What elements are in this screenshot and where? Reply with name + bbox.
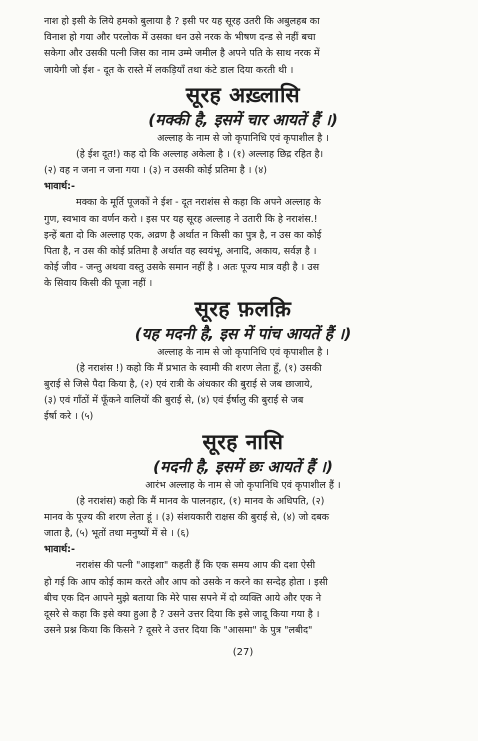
section-subtitle: (मक्की है, इसमें चार आयतें हैं ।) (148, 110, 338, 129)
section-surah-ikhlas (44, 81, 442, 293)
explanation-line: मक्का के मूर्ति पूजकों ने ईश - दूत नराशंस से कहा कि अपने अल्लाह के (76, 197, 321, 209)
explanation-line: उसने प्रश्न किया कि किसने ? दूसरे ने उत्तर दिया कि "आसमा" के पुत्र "लबीद" (44, 625, 313, 637)
explanation-label: भावार्थ:- (44, 181, 75, 193)
explanation-line: हो गई कि आप कोई काम करते और आप को उसके न करने का सन्देह होता । इसी (44, 576, 328, 588)
verse-line: ईर्षा करे । (५) (44, 411, 94, 423)
explanation-line: दूसरे से कहा कि इसे क्या हुआ है ? उसने उत्तर दिया कि इसे जादू किया गया है । (44, 609, 320, 621)
invocation: अल्लाह के नाम से जो कृपानिधि एवं कृपाशील है । (157, 346, 329, 358)
verse-line: जाता है, (५) भूतों तथा मनुष्यों में से । (६) (44, 528, 190, 540)
section-title: सूरह फ़लक़ि (194, 295, 292, 321)
section-subtitle: (मदनी है, इसमें छः आयतें हैं ।) (153, 457, 333, 476)
explanation-line: बीच एक दिन आपने मुझे बताया कि मेरे पास सपने में दो व्यक्ति आये और एक ने (44, 592, 322, 604)
section-title: सूरह अख़्लासि (185, 81, 301, 107)
invocation: अल्लाह के नाम से जो कृपानिधि एवं कृपाशील है । (157, 132, 329, 144)
page-content (44, 14, 442, 661)
explanation-line: पिता है, न उस की कोई प्रतिमा है अर्थात वह स्वयंभू, अनादि, अकाय, सर्वज्ञ है । (44, 246, 317, 258)
intro-line: जायेगी जो ईश - दूत के रास्ते में लकड़ियाँ तथा कंटे डाल दिया करती थी । (44, 64, 294, 76)
explanation-line: गुण, स्वभाव का वर्णन करो । इस पर यह सूरह अल्लाह ने उतारी कि हे नराशंस.! (44, 213, 318, 225)
verse-line: (हे नराशंस) कहो कि मैं मानव के पालनहार, (१) मानव के अधिपति, (२) (76, 495, 325, 507)
verse-line: (३) एवं गाँठों में फूँकने वालियों की बुराई से, (४) एवं ईर्षालु की बुराई से जब (44, 395, 304, 407)
verse-line: (२) वह न जना न जना गया । (३) न उसकी कोई प्रतिमा है । (४) (44, 165, 268, 177)
section-surah-nas (44, 428, 442, 640)
explanation-label: भावार्थ:- (44, 544, 75, 556)
verse-line: (हे ईश दूत!) कह दो कि अल्लाह अकेला है । (१) अल्लाह छिद्र रहित है। (76, 149, 324, 161)
explanation-line: इन्हें बता दो कि अल्लाह एक, अव्रण है अर्थात न किसी का पुत्र है, न उस का कोई (44, 229, 322, 241)
page-number: (27) (232, 647, 254, 659)
verse-line: (हे नराशंस !) कहो कि मैं प्रभात के स्वामी की शरण लेता हूँ, (१) उसकी (76, 362, 322, 374)
verse-line: मानव के पूज्य की शरण लेता हूं । (३) संशयकारी राक्षस की बुराई से, (४) जो दबक (44, 512, 330, 524)
intro-paragraph (44, 14, 442, 79)
section-surah-falaq (44, 295, 442, 426)
intro-line: विनाश हो गया और परलोक में उसका धन उसे नरक के भीषण दन्ड से नहीं बचा (44, 32, 316, 44)
explanation-line: के सिवाय किसी की पूजा नहीं । (44, 278, 153, 290)
section-title: सूरह नासि (202, 428, 284, 454)
verse-line: बुराई से जिसे पैदा किया है, (२) एवं रात्री के अंधकार की बुराई से जब छाजाये, (44, 379, 313, 391)
section-subtitle: (यह मदनी है, इस में पांच आयतें हैं ।) (134, 324, 352, 343)
intro-line: नाश हो इसी के लिये हमको बुलाया है ? इसी पर यह सूरह उतरी कि अबुलहब का (44, 16, 320, 27)
explanation-line: नराशंस की पत्नी "आइशा" कहती हैं कि एक समय आप की दशा ऐसी (76, 560, 316, 572)
invocation: आरंभ अल्लाह के नाम से जो कृपानिधि एवं कृपाशील हैं । (145, 479, 341, 491)
explanation-line: कोई जीव - जन्तु अथवा वस्तु उसके समान नहीं है । अतः पूज्य मात्र वही है । उस (44, 262, 320, 274)
intro-line: सकेगा और उसकी पत्नी जिस का नाम उम्मे जमील है अपने पति के साथ नरक में (44, 48, 320, 60)
